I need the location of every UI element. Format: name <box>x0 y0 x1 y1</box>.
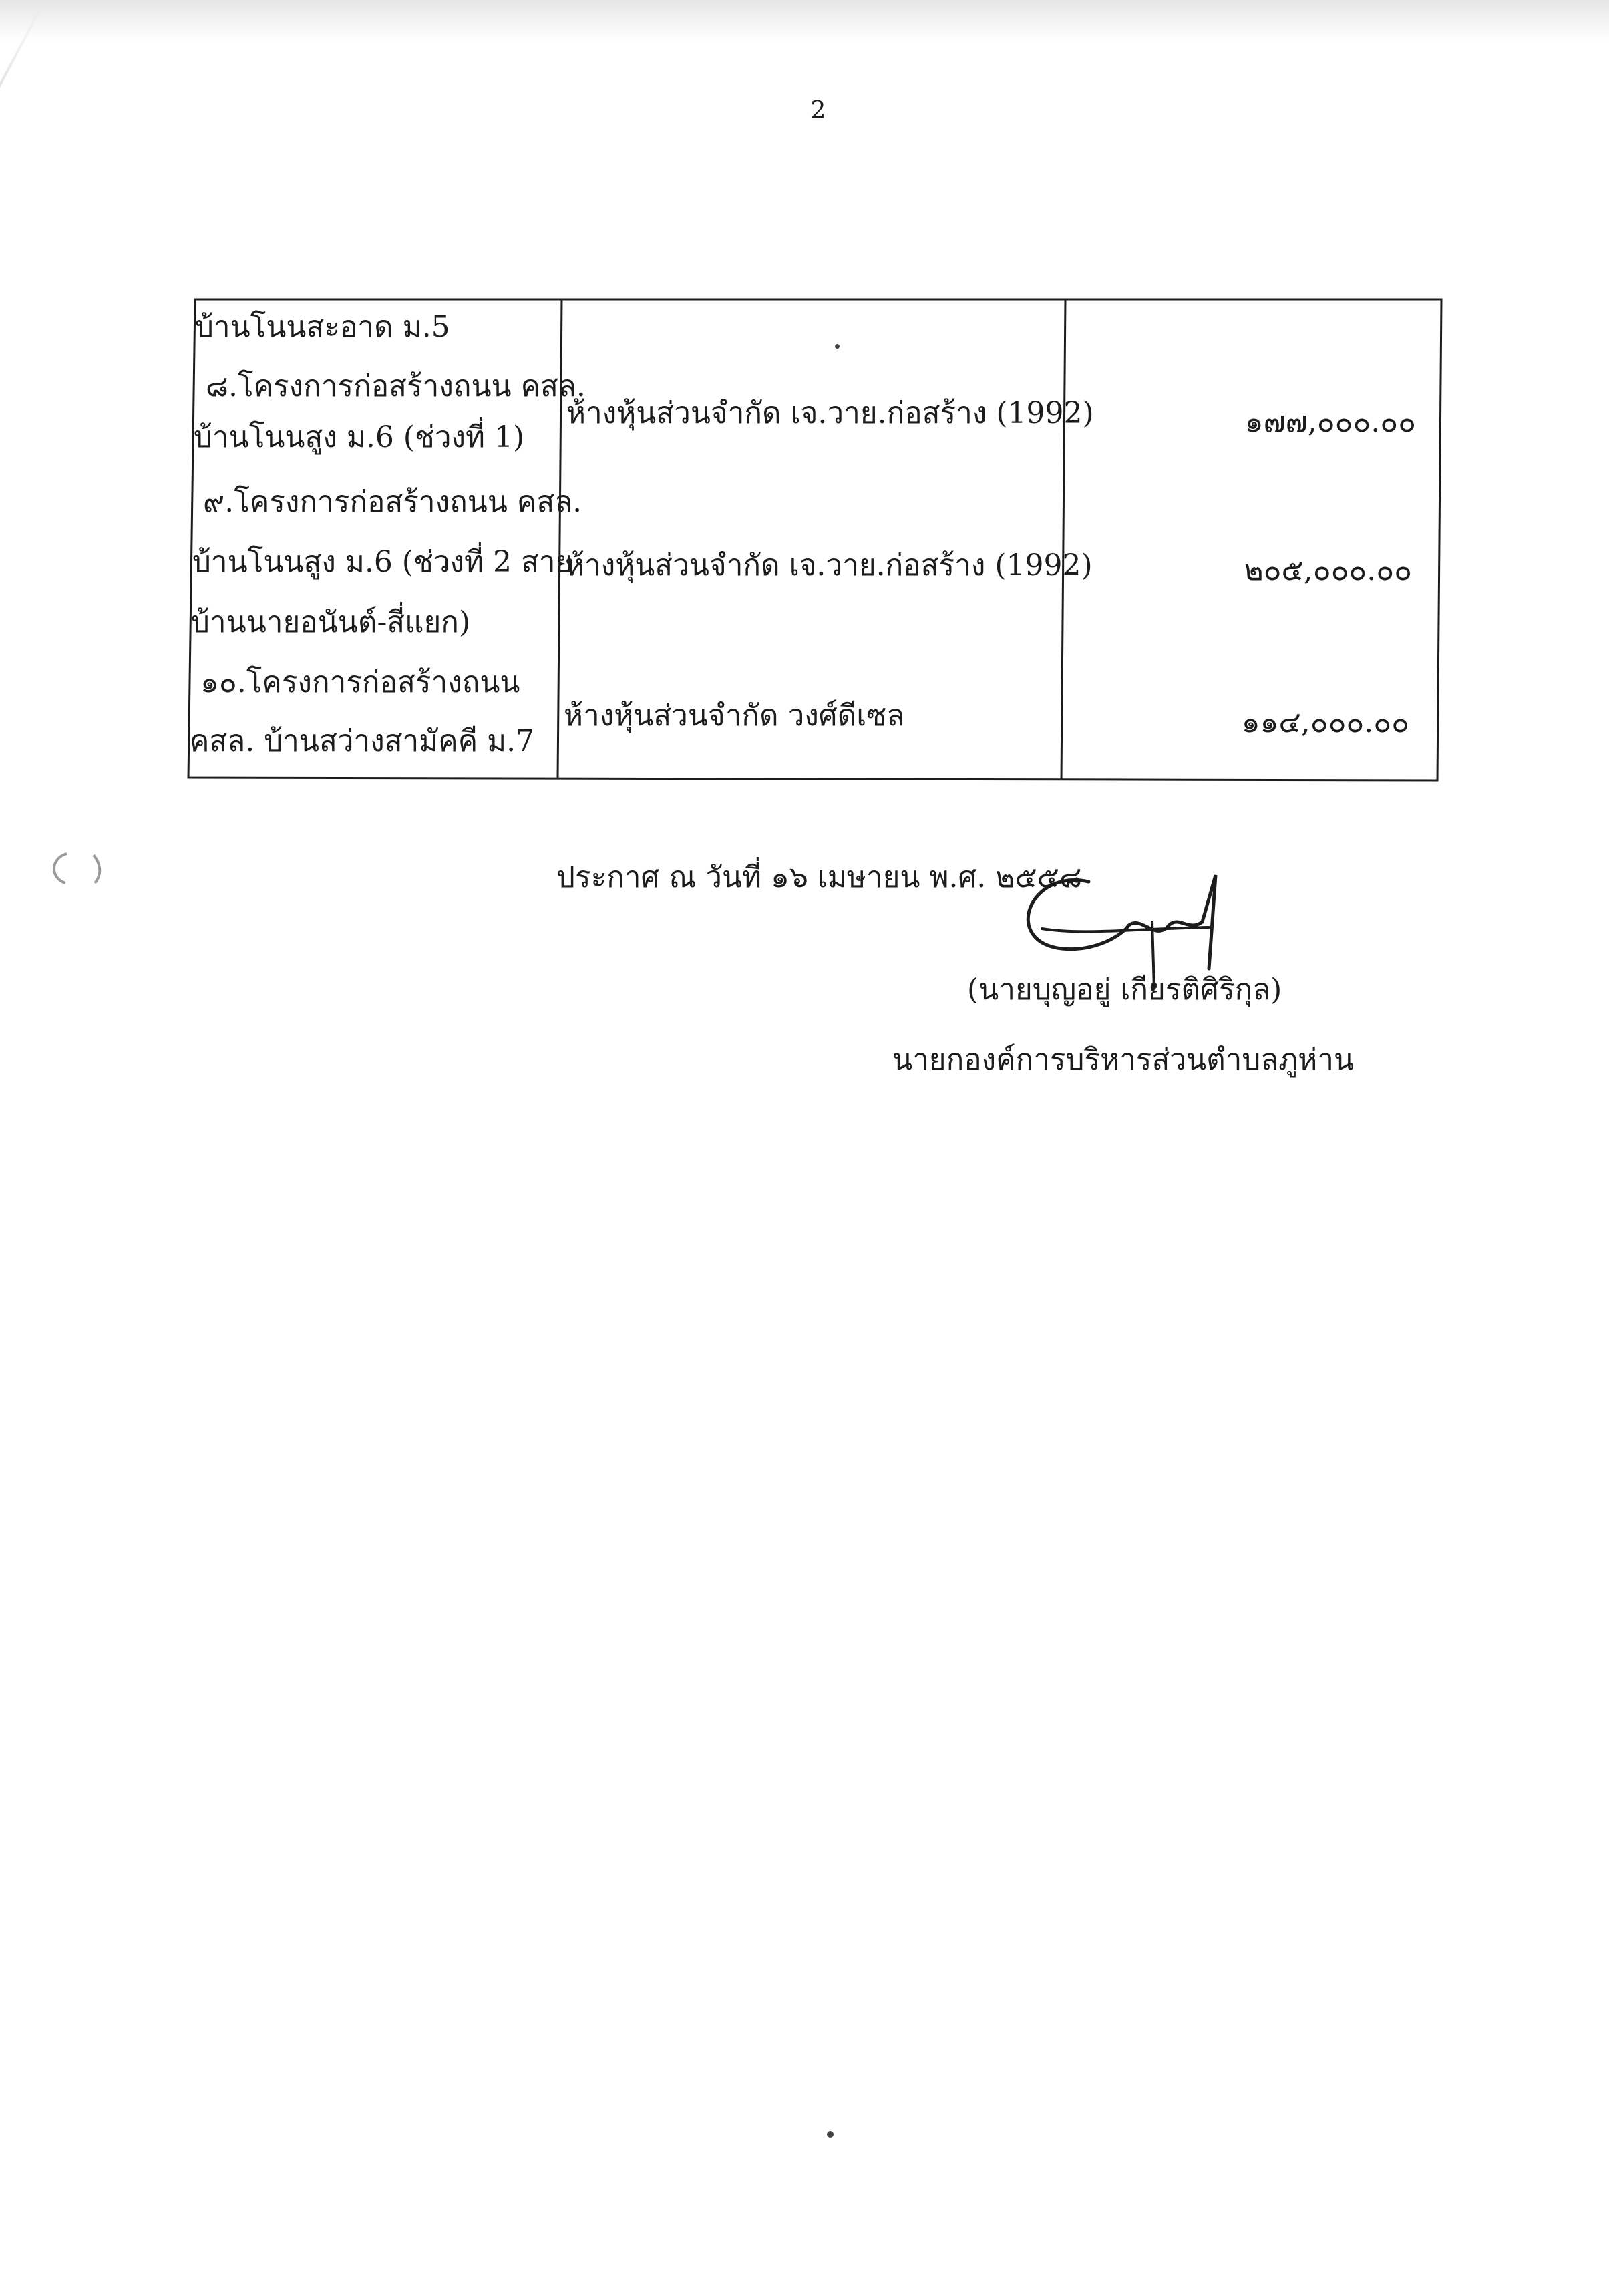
row-2-contractor: ห้างหุ้นส่วนจำกัด เจ.วาย.ก่อสร้าง (1992) <box>565 548 1093 583</box>
row-2-project-line-3: บ้านนายอนันต์-สี่แยก) <box>191 605 471 639</box>
row-1-contractor: ห้างหุ้นส่วนจำกัด เจ.วาย.ก่อสร้าง (1992) <box>566 396 1094 430</box>
row-2-project-line-2: บ้านโนนสูง ม.6 (ช่วงที่ 2 สาย <box>192 545 573 579</box>
row-2-amount: ๒๐๕,๐๐๐.๐๐ <box>1244 553 1412 587</box>
row-1-project-line-1: ๘.โครงการก่อสร้างถนน คสล. <box>206 369 586 403</box>
row-1-amount: ๑๗๗,๐๐๐.๐๐ <box>1244 405 1416 439</box>
scan-shadow <box>0 0 1609 40</box>
page-number: 2 <box>810 97 826 124</box>
ink-dot <box>827 2131 834 2138</box>
row-3-contractor: ห้างหุ้นส่วนจำกัด วงศ์ดีเซล <box>564 699 905 733</box>
row-3-project-line-1: ๑๐.โครงการก่อสร้างถนน <box>200 665 520 699</box>
row-3-project-line-2: คสล. บ้านสว่างสามัคคี ม.7 <box>190 724 535 758</box>
punch-hole-mark <box>47 848 107 888</box>
signer-title: นายกองค์การบริหารส่วนตำบลภูห่าน <box>892 1043 1355 1077</box>
scan-streak <box>0 7 43 338</box>
row-1-project-line-2: บ้านโนนสูง ม.6 (ช่วงที่ 1) <box>194 420 525 454</box>
signer-name: (นายบุญอยู่ เกียรติศิริกุล) <box>967 973 1282 1007</box>
project-table <box>187 294 1443 782</box>
row-3-amount: ๑๑๔,๐๐๐.๐๐ <box>1241 705 1409 740</box>
row-2-project-line-1: ๙.โครงการก่อสร้างถนน คสล. <box>203 485 582 519</box>
ink-dot-small <box>835 344 840 349</box>
row-0-project-line-1: บ้านโนนสะอาด ม.5 <box>195 310 450 344</box>
announcement-date: ประกาศ ณ วันที่ ๑๖ เมษายน พ.ศ. ๒๕๕๘ <box>556 860 1082 894</box>
